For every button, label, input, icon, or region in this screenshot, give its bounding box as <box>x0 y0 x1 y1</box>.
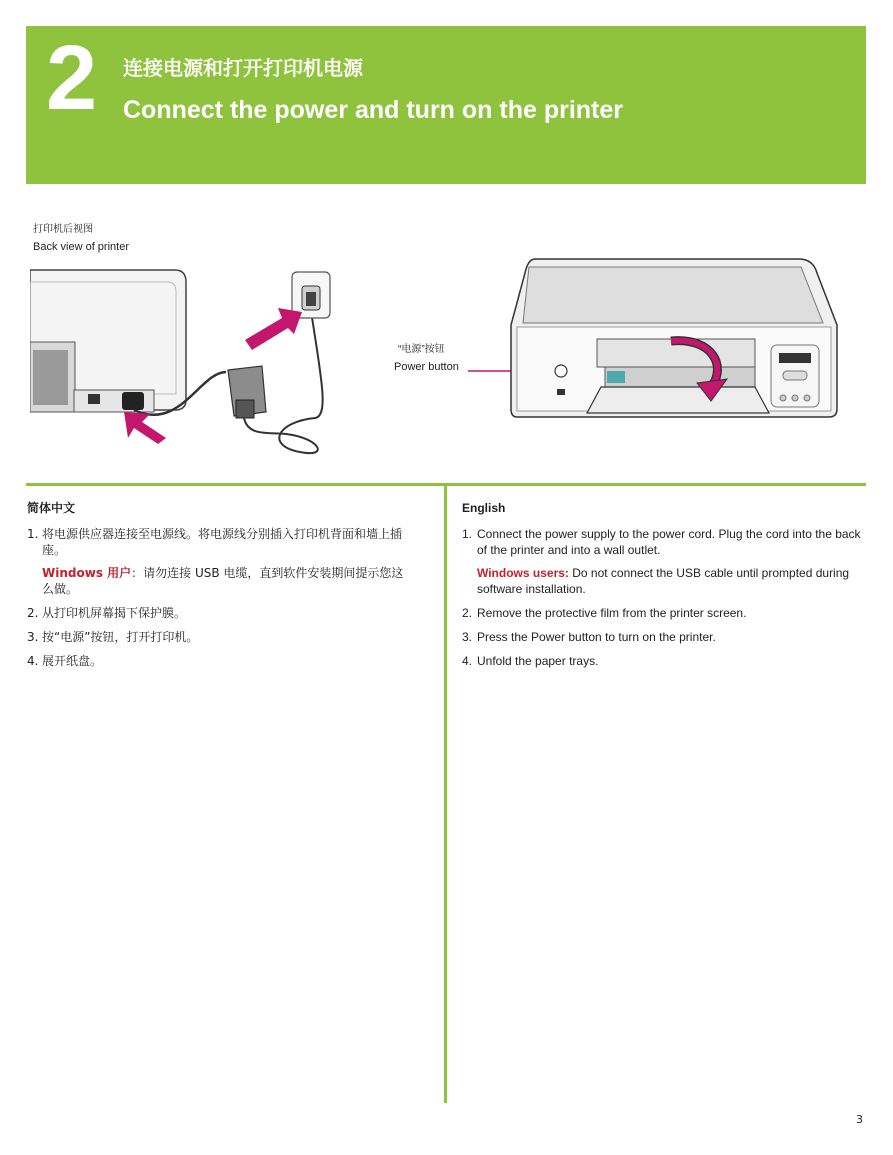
chinese-steps <box>27 526 412 669</box>
english-steps <box>462 526 862 669</box>
page-number: 3 <box>856 1113 863 1126</box>
list-item: 1. 将电源供应器连接至电源线。将电源线分别插入打印机背面和墙上插座。 Windows 用户：请勿连接 USB 电缆，直到软件安装期间提示您这么做。 <box>27 526 412 597</box>
title-english: Connect the power and turn on the printer <box>123 96 623 124</box>
power-button-caption-en: Power button <box>394 361 459 373</box>
step-number: 2 <box>46 27 98 129</box>
windows-note: Windows 用户：请勿连接 USB 电缆，直到软件安装期间提示您这么做。 <box>42 566 404 596</box>
english-instructions <box>462 500 862 677</box>
list-item: 3. Press the Power button to turn on the printer. <box>462 630 716 644</box>
chinese-heading: 简体中文 <box>27 501 76 515</box>
title-chinese: 连接电源和打开打印机电源 <box>123 56 363 80</box>
chinese-instructions <box>27 500 412 677</box>
list-item: 4. Unfold the paper trays. <box>462 654 599 668</box>
english-heading: English <box>462 501 506 515</box>
back-view-caption-en: Back view of printer <box>33 241 129 253</box>
list-item: 4. 展开纸盘。 <box>27 654 103 668</box>
list-item: 2. Remove the protective film from the printer screen. <box>462 606 747 620</box>
list-item: 3. 按“电源”按钮，打开打印机。 <box>27 630 199 644</box>
printer-front-view-illustration <box>465 255 845 425</box>
back-view-caption-cn: 打印机后视图 <box>33 224 93 235</box>
list-item: 1. Connect the power supply to the power cord. Plug the cord into the back of the printer and into a wall outlet. Windows users: Do not connect the USB cable until prompted during software installation. <box>462 527 861 596</box>
column-divider <box>444 483 447 1103</box>
windows-note: Windows users: Do not connect the USB cable until prompted during software installation. <box>477 566 850 596</box>
power-button-caption-cn: “电源”按钮 <box>398 344 445 355</box>
printer-back-view-illustration <box>30 262 350 457</box>
step-banner <box>26 26 866 184</box>
list-item: 2. 从打印机屏幕揭下保护膜。 <box>27 606 187 620</box>
